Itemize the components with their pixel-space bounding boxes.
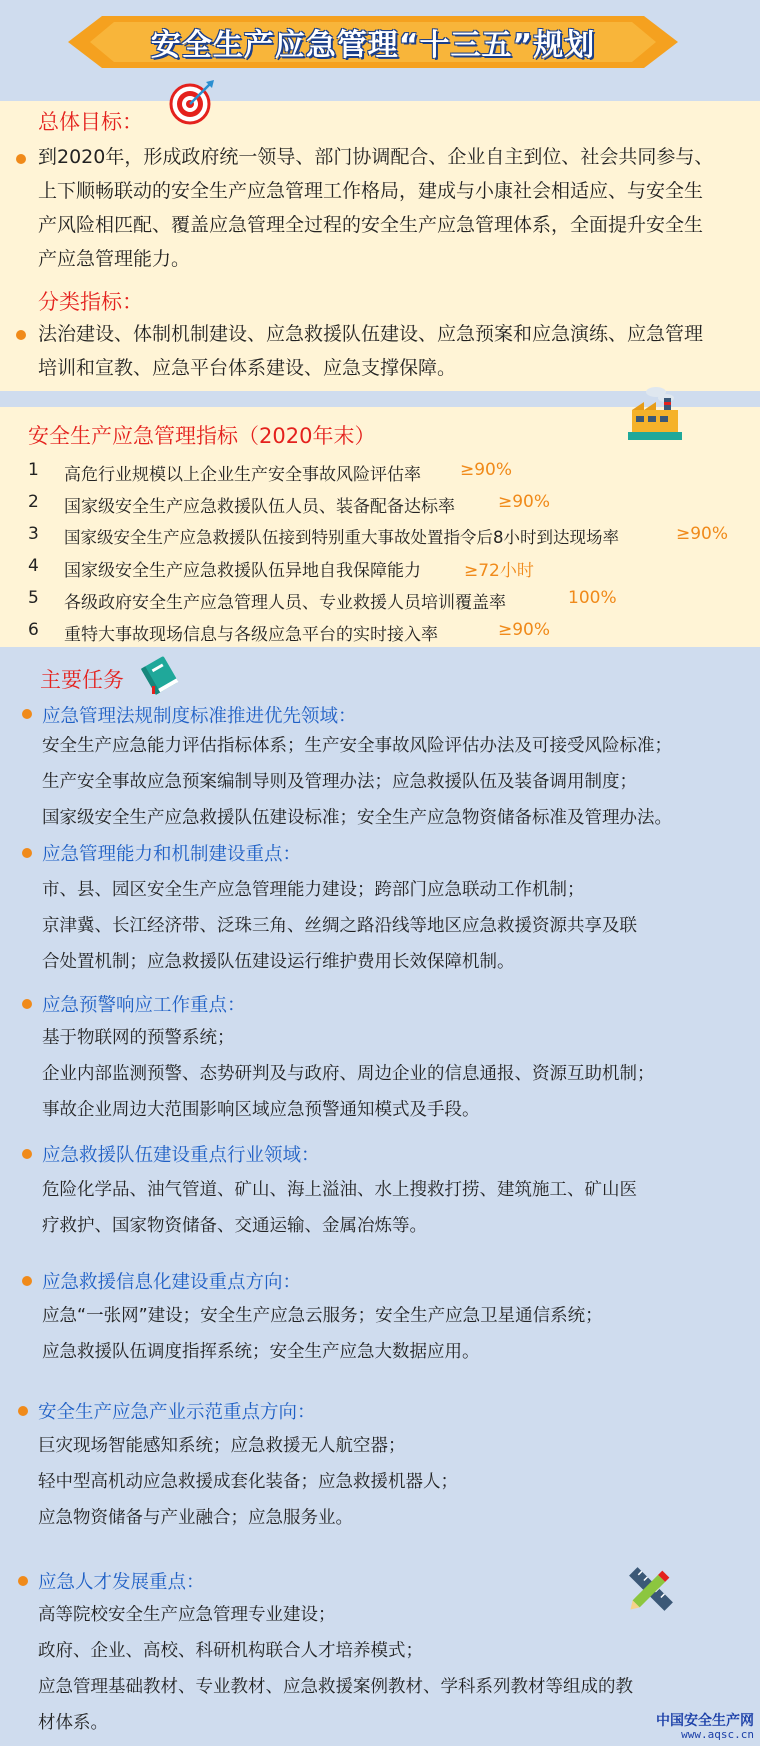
indicators-heading: 安全生产应急管理指标（2020年末）	[28, 424, 376, 448]
task-line: 危险化学品、油气管道、矿山、海上溢油、水上搜救打捞、建筑施工、矿山医	[42, 1180, 637, 1200]
indicator-value: ≥90%	[498, 620, 551, 640]
category-bullet	[16, 330, 26, 340]
indicator-text: 各级政府安全生产应急管理人员、专业救援人员培训覆盖率	[64, 593, 506, 613]
task-line: 应急管理基础教材、专业教材、应急救援案例教材、学科系列教材等组成的教	[38, 1677, 633, 1697]
goal-bullet	[16, 154, 26, 164]
indicator-number: 6	[28, 620, 39, 640]
task-body	[38, 1428, 458, 1536]
task-bullet	[22, 1276, 32, 1286]
goal-line: 上下顺畅联动的安全生产应急管理工作格局，建成与小康社会相适应、与安全生	[38, 180, 704, 202]
task-title: 应急预警响应工作重点：	[42, 995, 246, 1016]
book-icon	[138, 652, 182, 696]
task-line: 事故企业周边大范围影响区域应急预警通知模式及手段。	[42, 1100, 480, 1120]
category-line: 法治建设、体制机制建设、应急救援队伍建设、应急预案和应急演练、应急管理	[38, 323, 704, 345]
goal-line: 产风险相匹配、覆盖应急管理全过程的安全生产应急管理体系，全面提升安全生	[38, 214, 704, 236]
goal-line: 到2020年，形成政府统一领导、部门协调配合、企业自主到位、社会共同参与、	[38, 146, 714, 168]
target-icon	[168, 78, 216, 126]
indicator-number: 3	[28, 524, 39, 544]
task-body	[42, 1172, 637, 1244]
watermark-url: www.aqsc.cn	[681, 1728, 754, 1741]
task-line: 巨灾现场智能感知系统；应急救援无人航空器；	[38, 1436, 406, 1456]
indicator-value: 100%	[568, 588, 617, 608]
task-line: 轻中型高机动应急救援成套化装备；应急救援机器人；	[38, 1472, 458, 1492]
indicator-number: 5	[28, 588, 39, 608]
category-line: 培训和宣教、应急平台体系建设、应急支撑保障。	[38, 357, 457, 379]
indicator-row	[28, 520, 748, 552]
indicator-number: 2	[28, 492, 39, 512]
indicator-row	[28, 616, 748, 648]
task-line: 基于物联网的预警系统；	[42, 1028, 235, 1048]
task-body	[42, 728, 672, 836]
task-line: 市、县、园区安全生产应急管理能力建设；跨部门应急联动工作机制；	[42, 880, 585, 900]
task-bullet	[22, 848, 32, 858]
task-line: 合处置机制；应急救援队伍建设运行维护费用长效保障机制。	[42, 952, 515, 972]
task-body	[42, 1298, 603, 1370]
task-line: 应急“一张网”建设；安全生产应急云服务；安全生产应急卫星通信系统；	[42, 1306, 603, 1326]
task-line: 安全生产应急能力评估指标体系；生产安全事故风险评估办法及可接受风险标准；	[42, 736, 672, 756]
task-body	[38, 1597, 633, 1741]
indicator-row	[28, 456, 748, 488]
task-bullet	[22, 709, 32, 719]
task-line: 材体系。	[38, 1713, 108, 1733]
indicator-number: 1	[28, 460, 39, 480]
task-line: 企业内部监测预警、态势研判及与政府、周边企业的信息通报、资源互助机制；	[42, 1064, 655, 1084]
task-title: 应急管理法规制度标准推进优先领域：	[42, 706, 357, 727]
task-title: 应急人才发展重点：	[38, 1572, 205, 1593]
task-title: 安全生产应急产业示范重点方向：	[38, 1402, 316, 1423]
category-heading: 分类指标：	[38, 290, 143, 314]
goal-text	[38, 140, 750, 276]
indicator-row	[28, 552, 748, 584]
indicator-text: 国家级安全生产应急救援队伍异地自我保障能力	[64, 561, 421, 581]
indicator-text: 重特大事故现场信息与各级应急平台的实时接入率	[64, 625, 438, 645]
indicator-text: 高危行业规模以上企业生产安全事故风险评估率	[64, 465, 421, 485]
task-line: 应急救援队伍调度指挥系统；安全生产应急大数据应用。	[42, 1342, 480, 1362]
task-bullet	[18, 1406, 28, 1416]
page-title: 安全生产应急管理“十三五”规划	[150, 28, 596, 63]
task-line: 政府、企业、高校、科研机构联合人才培养模式；	[38, 1641, 423, 1661]
indicator-text: 国家级安全生产应急救援队伍人员、装备配备达标率	[64, 497, 455, 517]
task-body	[42, 1020, 655, 1128]
goal-heading: 总体目标：	[38, 110, 143, 134]
task-title: 应急救援队伍建设重点行业领域：	[42, 1145, 320, 1166]
indicator-number: 4	[28, 556, 39, 576]
task-line: 应急物资储备与产业融合；应急服务业。	[38, 1508, 353, 1528]
task-bullet	[18, 1576, 28, 1586]
watermark-site-name: 中国安全生产网	[656, 1713, 754, 1729]
task-line: 高等院校安全生产应急管理专业建设；	[38, 1605, 336, 1625]
indicator-row	[28, 488, 748, 520]
tasks-heading: 主要任务	[40, 668, 124, 692]
task-bullet	[22, 1149, 32, 1159]
task-line: 京津冀、长江经济带、泛珠三角、丝绸之路沿线等地区应急救援资源共享及联	[42, 916, 637, 936]
category-text	[38, 317, 750, 385]
factory-icon	[626, 384, 682, 442]
task-body	[42, 872, 637, 980]
task-line: 疗救护、国家物资储备、交通运输、金属冶炼等。	[42, 1216, 427, 1236]
indicator-row	[28, 584, 748, 616]
goal-line: 产应急管理能力。	[38, 248, 191, 270]
task-line: 生产安全事故应急预案编制导则及管理办法；应急救援队伍及装备调用制度；	[42, 772, 637, 792]
task-title: 应急救援信息化建设重点方向：	[42, 1272, 302, 1293]
indicator-value: ≥90%	[676, 524, 729, 544]
indicator-value: ≥72小时	[464, 561, 534, 581]
indicator-text: 国家级安全生产应急救援队伍接到特别重大事故处置指令后8小时到达现场率	[64, 528, 619, 547]
task-title: 应急管理能力和机制建设重点：	[42, 844, 302, 865]
indicator-value: ≥90%	[460, 460, 513, 480]
task-bullet	[22, 999, 32, 1009]
task-line: 国家级安全生产应急救援队伍建设标准；安全生产应急物资储备标准及管理办法。	[42, 808, 672, 828]
pencil-ruler-icon	[622, 1560, 680, 1618]
indicator-value: ≥90%	[498, 492, 551, 512]
